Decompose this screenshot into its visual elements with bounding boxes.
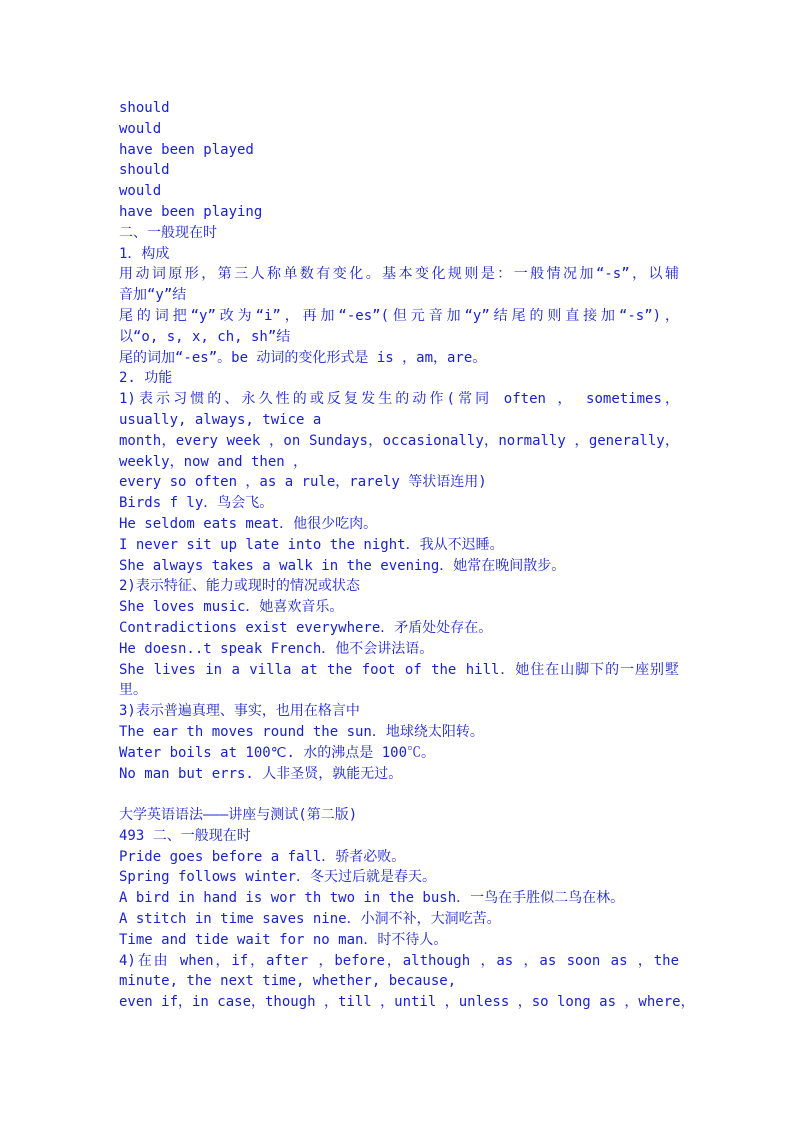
text-line: would: [119, 120, 162, 137]
example-sentence: A stitch in time saves nine．小洞不补，大洞吃苦。: [119, 911, 501, 928]
example-sentence: She always takes a walk in the evening．她常在晚间散步。: [119, 557, 566, 574]
text-line: minute, the next time, whether, because,: [119, 973, 457, 990]
text-line: 里。: [119, 682, 147, 699]
text-line: 2)表示特征、能力或现时的情况或状态: [119, 578, 360, 595]
text-line: weekly，now and then ，: [119, 453, 308, 470]
text-line: have been playing: [119, 203, 263, 220]
text-line: every so often ，as a rule，rarely 等状语连用): [119, 474, 487, 491]
text-line: month，every week ，on Sundays，occasionally，normally ，generally，: [119, 432, 679, 449]
example-sentence: Water boils at 100℃. 水的沸点是 100℃。: [119, 744, 436, 761]
example-sentence: She lives in a villa at the foot of the hill．她住在山脚下的一座别墅: [119, 661, 679, 678]
text-line: even if，in case，though ，till ，until ，unless ，so long as ，where，: [119, 994, 695, 1011]
text-line: 3)表示普遍真理、事实，也用在格言中: [119, 703, 360, 720]
example-sentence: She loves music．她喜欢音乐。: [119, 599, 344, 616]
text-line: 4)在由 when，if，after ，before，although ，as ，as soon as ，the: [119, 952, 679, 969]
text-line: would: [119, 183, 162, 200]
example-sentence: He doesn..t speak French．他不会讲法语。: [119, 640, 434, 657]
text-line: usually, always, twice a: [119, 411, 322, 428]
text-line: should: [119, 100, 170, 116]
subsection-heading: 2. 功能: [119, 370, 173, 387]
blank-line: [119, 784, 679, 805]
text-line: 尾的词把“y”改为“i”，再加“-es”(但元音加“y”结尾的则直接加“-s”)，: [119, 307, 679, 324]
example-sentence: No man but errs. 人非圣贤，孰能无过。: [119, 765, 403, 782]
text-line: have been played: [119, 141, 254, 158]
example-sentence: Time and tide wait for no man．时不待人。: [119, 931, 448, 948]
subsection-heading: 1．构成: [119, 245, 170, 262]
example-sentence: Spring follows winter．冬天过后就是春天。: [119, 869, 437, 886]
running-header: 大学英语语法———讲座与测试(第二版): [119, 807, 358, 824]
text-line: 音加“y”结: [119, 287, 187, 304]
example-sentence: Pride goes before a fall．骄者必败。: [119, 848, 406, 865]
example-sentence: Contradictions exist everywhere．矛盾处处存在。: [119, 619, 493, 636]
text-line: should: [119, 162, 170, 179]
example-sentence: The ear th moves round the sun．地球绕太阳转。: [119, 723, 484, 740]
section-heading: 二、一般现在时: [119, 224, 217, 241]
example-sentence: A bird in hand is wor th two in the bush．一鸟在手胜似二鸟在林。: [119, 890, 625, 907]
text-line: 以“o, s, x, ch, sh”结: [119, 328, 291, 345]
document-body: [119, 98, 695, 1013]
running-header: 493 二、一般现在时: [119, 827, 251, 844]
text-line: 1)表示习惯的、永久性的或反复发生的动作(常同 often ， sometimes，: [119, 391, 679, 408]
text-line: 用动词原形，第三人称单数有变化。基本变化规则是：一般情况加“-s”，以辅: [119, 266, 679, 283]
example-sentence: Birds f ly．鸟会飞。: [119, 495, 274, 512]
example-sentence: He seldom eats meat．他很少吃肉。: [119, 515, 378, 532]
text-line: 尾的词加“-es”。be 动词的变化形式是 is ，am，are。: [119, 349, 487, 366]
example-sentence: I never sit up late into the night．我从不迟睡。: [119, 536, 504, 553]
